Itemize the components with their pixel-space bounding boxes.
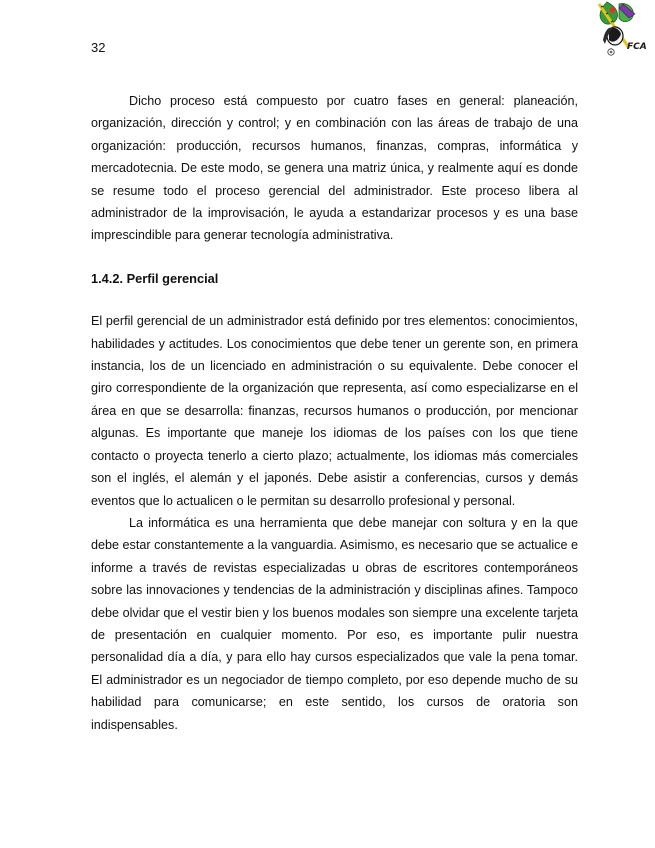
logo-text: FCA (627, 42, 647, 52)
fca-faculty-logo-icon (589, 0, 651, 60)
intro-paragraph: Dicho proceso está compuesto por cuatro fases en general: planeación, organización, dirección y control; y en combinación con las áreas de trabajo de una organización: producción, recursos humanos, finanzas, compras, informática y mercadotecnia. De este modo, se genera una matriz única, y realmente aquí es donde se resume todo el proceso gerencial del administrador. Este proceso libera al administrador de la improvisación, le ayuda a estandarizar procesos y es una base imprescindible para generar tecnología administrativa. (91, 94, 578, 243)
section-heading: 1.4.2. Perfil gerencial (91, 270, 219, 286)
body-paragraph: El perfil gerencial de un administrador está definido por tres elementos: conocimientos, habilidades y actitudes. Los conocimientos que debe tener un gerente son, en primera instancia, los de un licenciado en administración o su equivalente. Debe conocer el giro correspondiente de la organización que representa, así como especializarse en el área en que se desarrolla: finanzas, recursos humanos o producción, por mencionar algunas. Es importante que maneje los idiomas de los países con los que tiene contacto o proyecta tenerlo a cierto plazo; actualmente, los idiomas más comerciales son el inglés, el alemán y el japonés. Debe asistir a conferencias, cursos y demás eventos que lo actualicen o le permitan su desarrollo profesional y personal. (91, 314, 578, 508)
page-number: 32 (91, 40, 106, 55)
body-paragraph: La informática es una herramienta que debe manejar con soltura y en la que debe estar constantemente a la vanguardia. Asimismo, es necesario que se actualice e informe a través de revistas especializadas u obras de escritores contemporáneos sobre las innovaciones y tendencias de la administración y disciplinas afines. Tampoco debe olvidar que el vestir bien y los buenos modales son siempre una excelente tarjeta de presentación en cualquier momento. Por eso, es importante pulir nuestra personalidad día a día, y para ello hay cursos especializados que vale la pena tomar. El administrador es un negociador de tiempo completo, por eso depende mucho de su habilidad para comunicarse; en este sentido, los cursos de oratoria son indispensables. (91, 515, 578, 732)
document-body (91, 90, 578, 736)
